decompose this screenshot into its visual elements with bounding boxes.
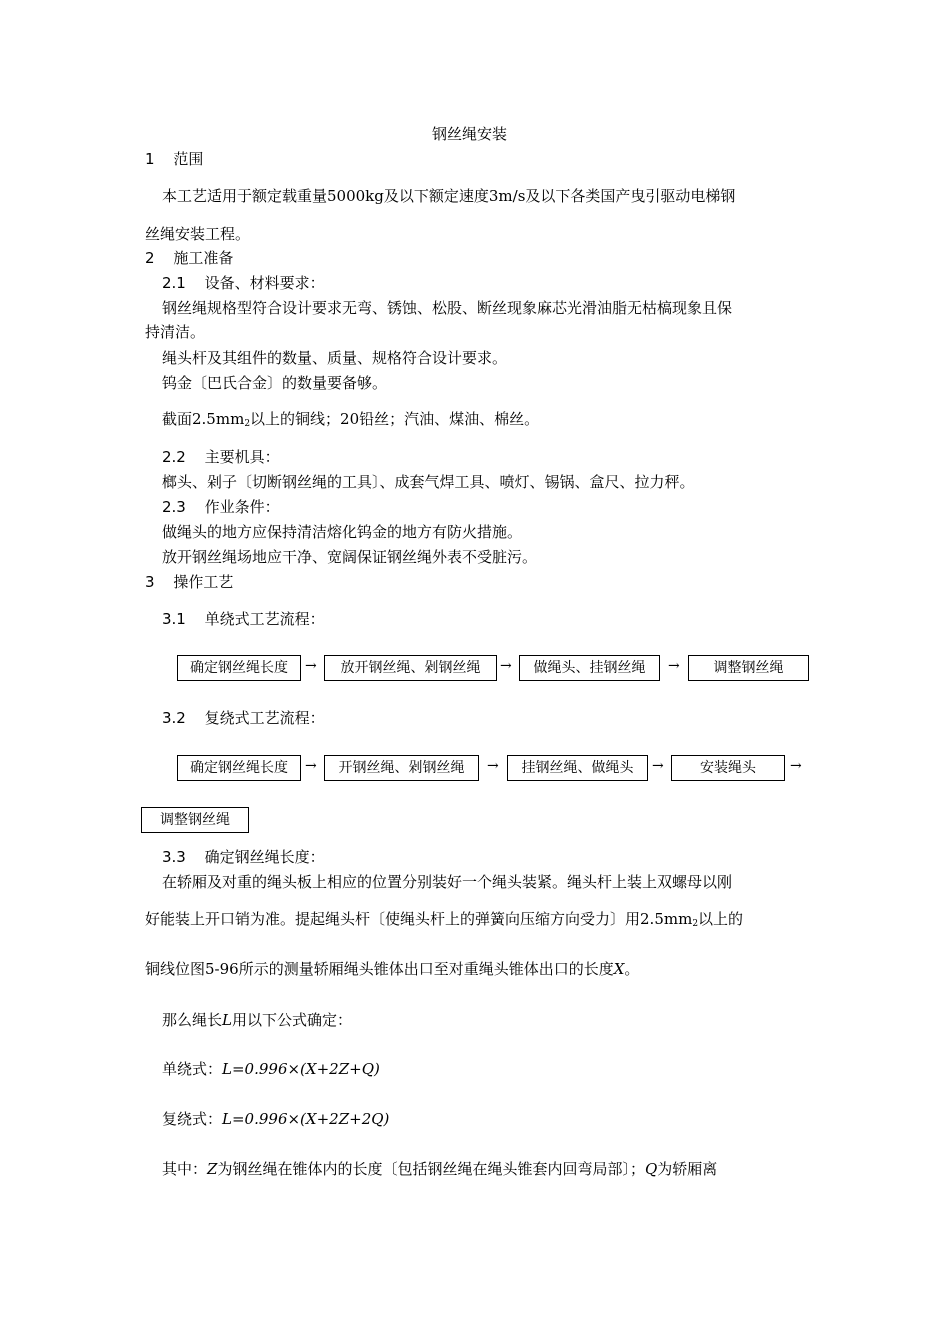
- desc-start: 其中：: [162, 1160, 208, 1178]
- subsection-number: 2.1: [162, 274, 186, 292]
- material-line-4: [162, 409, 539, 434]
- scope-paragraph-line2: 丝绳安装工程。: [145, 225, 251, 243]
- flow1-step-1: 确定钢丝绳长度: [177, 655, 301, 681]
- arrow-icon: →: [652, 758, 664, 774]
- length-paragraph-line1: 在轿厢及对重的绳头板上相应的位置分别装好一个绳头装紧。绳头杆上装上双螺母以刚: [162, 873, 733, 891]
- length-paragraph-line3: [145, 959, 639, 979]
- section-title: 操作工艺: [173, 573, 234, 591]
- flow2-step-1: 确定钢丝绳长度: [177, 755, 301, 781]
- flow1-step-2: 放开钢丝绳、剁钢丝绳: [324, 655, 497, 681]
- flow2-step-5: 调整钢丝绳: [141, 807, 249, 833]
- line2-end: 以上的: [698, 910, 744, 928]
- condition-line-2: 放开钢丝绳场地应干净、宽阔保证钢丝绳外表不受脏污。: [162, 548, 538, 566]
- flow1-step-3: 做绳头、挂钢丝绳: [519, 655, 660, 681]
- section-number: 1: [145, 150, 155, 168]
- flow2-step-4: 安装绳头: [671, 755, 785, 781]
- arrow-icon: →: [790, 758, 802, 774]
- subsection-title: 主要机具：: [204, 448, 280, 466]
- desc-end: 为轿厢离: [657, 1160, 718, 1178]
- variable-x: X: [613, 960, 625, 978]
- line3-start: 铜线位图5-96所示的测量轿厢绳头锥体出口至对重绳头锥体出口的长度: [145, 960, 614, 978]
- subscript: 2: [244, 419, 251, 429]
- formula-double-wrap: [162, 1109, 389, 1129]
- section-number: 2: [145, 249, 155, 267]
- flow2-step-2: 开钢丝绳、剁钢丝绳: [324, 755, 479, 781]
- tools-line: 榔头、剁子〔切断钢丝绳的工具〕、成套气焊工具、喷灯、锡锅、盒尺、拉力秤。: [162, 473, 695, 491]
- subsection-2-1-heading: [162, 273, 325, 293]
- material-line-3: 钨金〔巴氏合金〕的数量要备够。: [162, 374, 388, 392]
- material-line-1a: 钢丝绳规格型符合设计要求无弯、锈蚀、松股、断丝现象麻芯光滑油脂无枯槁现象且保: [162, 299, 733, 317]
- desc-mid: 为钢丝绳在锥体内的长度〔包括钢丝绳在绳头锥套内回弯局部〕；: [217, 1160, 645, 1178]
- condition-line-1: 做绳头的地方应保持清洁熔化钨金的地方有防火措施。: [162, 523, 523, 541]
- subsection-title: 作业条件：: [204, 498, 280, 516]
- subsection-2-3-heading: [162, 497, 280, 517]
- formula-intro: [162, 1010, 352, 1030]
- variables-description: [162, 1159, 717, 1179]
- section-title: 施工准备: [173, 249, 234, 267]
- subsection-title: 复绕式工艺流程：: [204, 709, 325, 727]
- arrow-icon: →: [487, 758, 499, 774]
- material-line-1b: 持清洁。: [145, 323, 206, 341]
- arrow-icon: →: [500, 658, 512, 674]
- line3-end: 。: [624, 960, 640, 978]
- section-number: 3: [145, 573, 155, 591]
- arrow-icon: →: [305, 658, 317, 674]
- subsection-3-3-heading: [162, 847, 325, 867]
- formula-expression: L=0.996×(X+2Z+Q): [222, 1060, 380, 1078]
- arrow-icon: →: [305, 758, 317, 774]
- subscript: 2: [692, 919, 699, 929]
- subsection-title: 确定钢丝绳长度：: [204, 848, 325, 866]
- subsection-number: 3.3: [162, 848, 186, 866]
- variable-l: L: [222, 1011, 232, 1029]
- scope-paragraph-line1: 本工艺适用于额定载重量5000kg及以下额定速度3m/s及以下各类国产曳引驱动电梯钢: [162, 187, 736, 205]
- variable-z: Z: [207, 1160, 218, 1178]
- intro-end: 用以下公式确定：: [231, 1011, 352, 1029]
- formula-label: 单绕式：: [162, 1060, 223, 1078]
- section-3-heading: [145, 572, 233, 592]
- section-2-heading: [145, 248, 233, 268]
- arrow-icon: →: [668, 658, 680, 674]
- section-title: 范围: [173, 150, 204, 168]
- formula-single-wrap: [162, 1059, 380, 1079]
- subsection-number: 2.2: [162, 448, 186, 466]
- intro-start: 那么绳长: [162, 1011, 223, 1029]
- flow2-step-3: 挂钢丝绳、做绳头: [507, 755, 648, 781]
- subsection-2-2-heading: [162, 447, 280, 467]
- variable-q: Q: [644, 1160, 658, 1178]
- formula-expression: L=0.996×(X+2Z+2Q): [222, 1110, 390, 1128]
- flow1-step-4: 调整钢丝绳: [688, 655, 809, 681]
- page-title: 钢丝绳安装: [432, 125, 508, 143]
- material-line-2: 绳头杆及其组件的数量、质量、规格符合设计要求。: [162, 349, 508, 367]
- formula-label: 复绕式：: [162, 1110, 223, 1128]
- subsection-number: 2.3: [162, 498, 186, 516]
- subsection-number: 3.2: [162, 709, 186, 727]
- subsection-title: 单绕式工艺流程：: [204, 610, 325, 628]
- line2-start: 好能装上开口销为准。提起绳头杆〔使绳头杆上的弹簧向压缩方向受力〕用2.5mm: [145, 910, 693, 928]
- subsection-3-2-heading: [162, 708, 325, 728]
- section-1-heading: [145, 149, 203, 169]
- subsection-3-1-heading: [162, 609, 325, 629]
- subsection-number: 3.1: [162, 610, 186, 628]
- subsection-title: 设备、材料要求：: [204, 274, 325, 292]
- length-paragraph-line2: [145, 909, 743, 934]
- material-line-4-start: 截面2.5mm: [162, 410, 245, 428]
- material-line-4-end: 以上的铜线；20铅丝；汽油、煤油、棉丝。: [250, 410, 540, 428]
